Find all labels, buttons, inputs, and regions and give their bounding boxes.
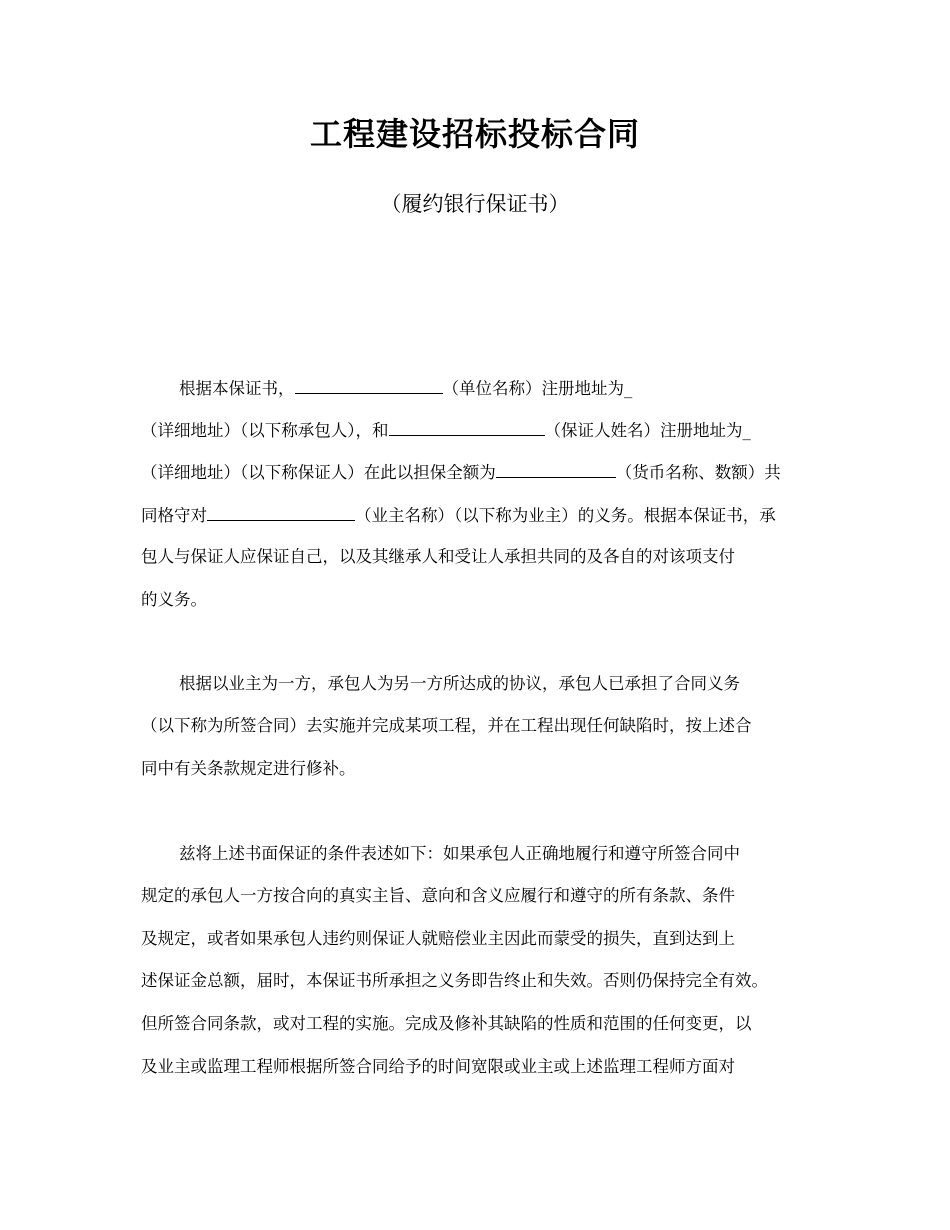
paragraph-3-line-4: 述保证金总额，届时，本保证书所承担之义务即告终止和失效。否则仍保持完全有效。 xyxy=(141,971,768,990)
document-subtitle: （履约银行保证书） xyxy=(380,192,570,216)
paragraph-1-line-4 xyxy=(141,502,776,528)
document-title: 工程建设招标投标合同 xyxy=(309,115,640,153)
paragraph-3-line-2: 规定的承包人一方按合向的真实主旨、意向和含义应履行和遵守的所有条款、条件 xyxy=(141,886,735,905)
text-segment: 同格守对 xyxy=(141,506,207,525)
paragraph-3-line-1: 兹将上述书面保证的条件表述如下：如果承包人正确地履行和遵守所签合同中 xyxy=(179,844,740,863)
text-segment: （详细地址）（以下称承包人），和 xyxy=(141,421,389,440)
fill-blank-amount[interactable] xyxy=(496,459,616,478)
paragraph-2-line-3: 同中有关条款规定进行修补。 xyxy=(141,759,356,778)
text-segment: 根据本保证书， xyxy=(179,379,295,398)
paragraph-1-line-3 xyxy=(141,459,781,485)
paragraph-3-line-3: 及规定，或者如果承包人违约则保证人就赔偿业主因此而蒙受的损失，直到达到上 xyxy=(141,929,735,948)
paragraph-2-line-1: 根据以业主为一方，承包人为另一方所达成的协议，承包人已承担了合同义务 xyxy=(179,674,740,693)
paragraph-1-line-6: 的义务。 xyxy=(141,590,207,609)
text-segment: （详细地址）（以下称保证人）在此以担保全额为 xyxy=(141,463,496,482)
text-segment: （保证人姓名）注册地址为_ xyxy=(544,421,751,440)
text-segment: （货币名称、数额）共 xyxy=(615,463,781,482)
fill-blank-unit-name[interactable] xyxy=(295,375,443,394)
paragraph-3-line-6: 及业主或监理工程师根据所签合同给予的时间宽限或业主或上述监理工程师方面对 xyxy=(141,1057,735,1076)
text-segment: （单位名称）注册地址为_ xyxy=(442,379,633,398)
fill-blank-guarantor-name[interactable] xyxy=(389,417,545,436)
paragraph-1-line-1 xyxy=(179,375,632,401)
fill-blank-owner-name[interactable] xyxy=(207,502,355,521)
paragraph-3-line-5: 但所签合同条款，或对工程的实施。完成及修补其缺陷的性质和范围的任何变更，以 xyxy=(141,1014,752,1033)
paragraph-1-line-2 xyxy=(141,417,751,443)
paragraph-1-line-5: 包人与保证人应保证自己，以及其继承人和受让人承担共同的及各自的对该项支付 xyxy=(141,547,735,566)
paragraph-2-line-2: （以下称为所签合同）去实施并完成某项工程，并在工程出现任何缺陷时，按上述合 xyxy=(141,716,752,735)
text-segment: （业主名称）（以下称为业主）的义务。根据本保证书，承 xyxy=(355,506,776,525)
